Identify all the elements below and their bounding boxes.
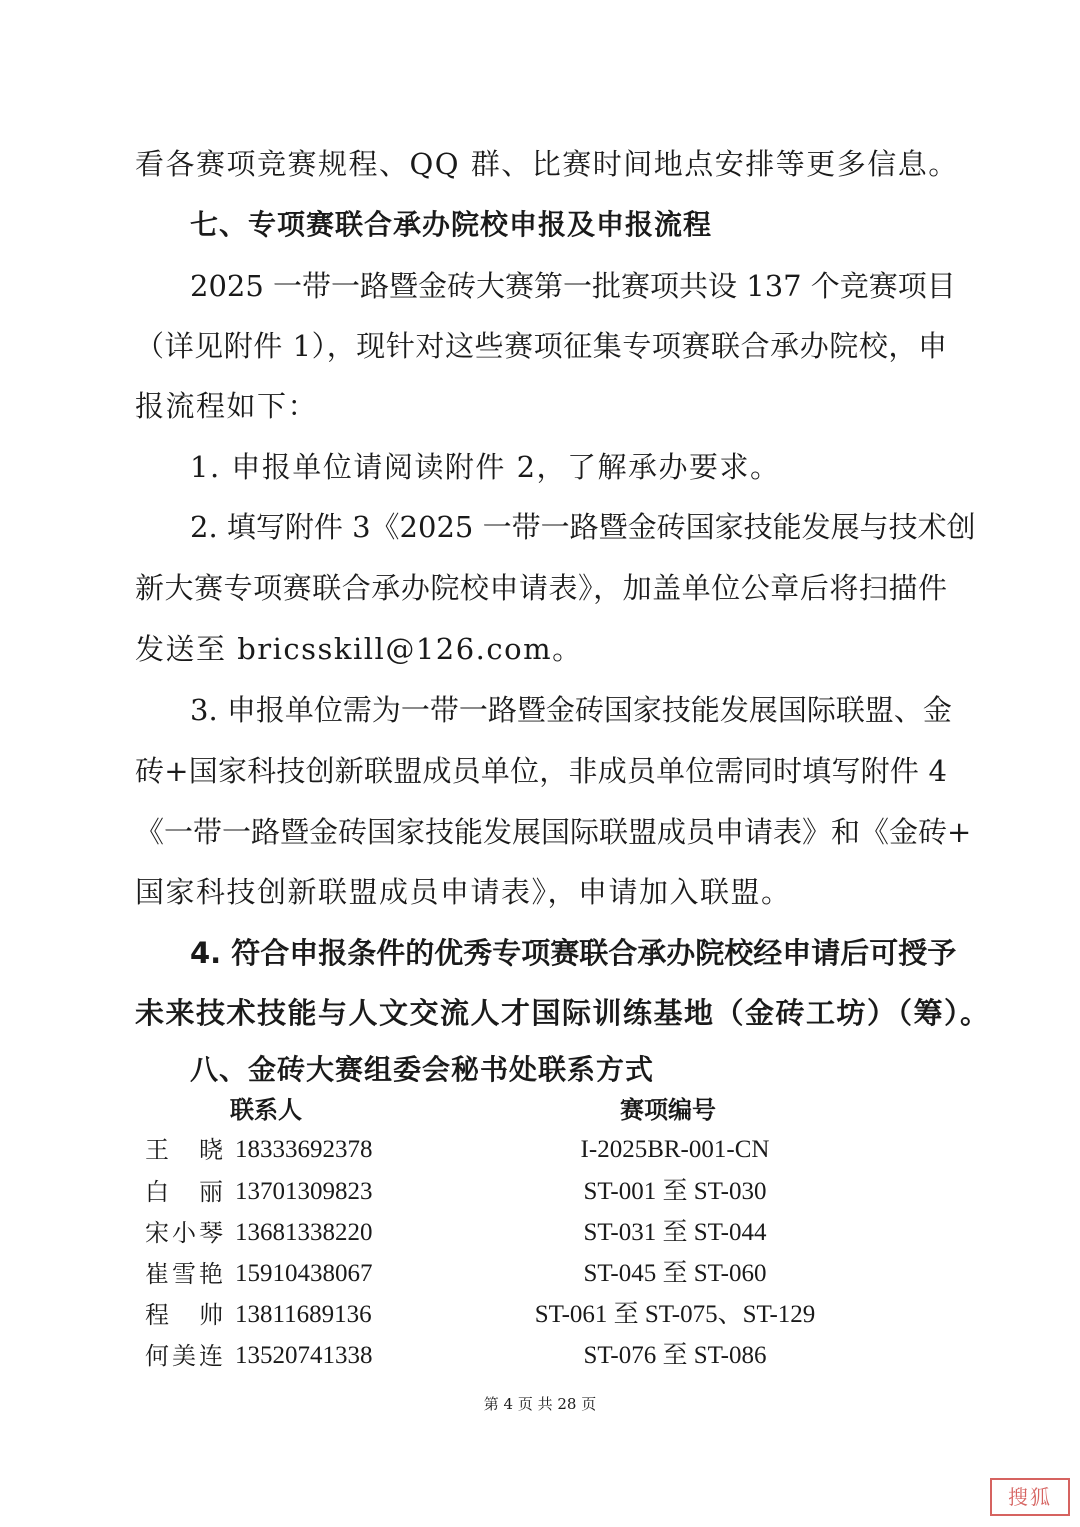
step-4-line-1: 4. 符合申报条件的优秀专项赛联合承办院校经申请后可授予 <box>190 936 957 970</box>
contact-name: 王晓 <box>145 1136 223 1164</box>
section7-heading: 七、专项赛联合承办院校申报及申报流程 <box>190 208 713 241</box>
step-3-line-2: 砖+国家科技创新联盟成员单位，非成员单位需同时填写附件 4 <box>135 754 947 788</box>
contact-row <box>145 1299 845 1331</box>
contact-name: 何美连 <box>145 1342 223 1370</box>
contact-phone: 18333692378 <box>235 1136 373 1163</box>
contact-phone: 13681338220 <box>235 1219 373 1246</box>
contact-name: 宋小琴 <box>145 1219 223 1247</box>
contact-row <box>145 1176 845 1208</box>
section8-heading: 八、金砖大赛组委会秘书处联系方式 <box>190 1053 655 1086</box>
step-2-line-3: 发送至 bricsskill@126.com。 <box>135 632 583 666</box>
event-range: ST-031 至 ST-044 <box>583 1219 767 1246</box>
step-3-line-1: 3. 申报单位需为一带一路暨金砖国家技能发展国际联盟、金 <box>190 693 952 727</box>
contact-row <box>145 1258 845 1290</box>
contact-phone: 15910438067 <box>235 1260 373 1287</box>
contact-name: 白丽 <box>145 1178 223 1206</box>
contact-name: 崔雪艳 <box>145 1260 223 1288</box>
contact-column-header: 联系人 <box>230 1096 302 1124</box>
step-2-line-1: 2. 填写附件 3《2025 一带一路暨金砖国家技能发展与技术创 <box>190 510 976 544</box>
contact-phone: 13811689136 <box>235 1301 372 1328</box>
paragraph-tail: 看各赛项竞赛规程、QQ 群、比赛时间地点安排等更多信息。 <box>135 147 959 181</box>
contact-row <box>145 1217 845 1249</box>
event-range: ST-045 至 ST-060 <box>583 1260 767 1287</box>
section7-intro-line-1: 2025 一带一路暨金砖大赛第一批赛项共设 137 个竞赛项目 <box>190 269 956 303</box>
step-3-line-4: 国家科技创新联盟成员申请表》，申请加入联盟。 <box>135 875 792 909</box>
section7-intro-line-3: 报流程如下： <box>135 389 319 423</box>
contact-row <box>145 1134 845 1166</box>
event-range: ST-001 至 ST-030 <box>583 1178 767 1205</box>
contact-name: 程帅 <box>145 1301 223 1329</box>
event-range: ST-076 至 ST-086 <box>583 1342 767 1369</box>
section7-intro-line-2: （详见附件 1），现针对这些赛项征集专项赛联合承办院校，申 <box>135 329 947 363</box>
event-column-header: 赛项编号 <box>620 1096 716 1124</box>
step-1-line-1: 1. 申报单位请阅读附件 2，了解承办要求。 <box>190 450 781 484</box>
event-range: ST-061 至 ST-075、ST-129 <box>534 1301 816 1328</box>
step-4-line-2: 未来技术技能与人文交流人才国际训练基地（金砖工坊）（筹）。 <box>135 996 991 1030</box>
contact-phone: 13520741338 <box>235 1342 373 1369</box>
contact-phone: 13701309823 <box>235 1178 373 1205</box>
event-range: I-2025BR-001-CN <box>580 1136 770 1163</box>
contact-row <box>145 1340 845 1372</box>
watermark-stamp: 搜狐 <box>990 1478 1070 1516</box>
step-3-line-3: 《一带一路暨金砖国家技能发展国际联盟成员申请表》和《金砖+ <box>135 815 972 849</box>
page-number: 第 4 页 共 28 页 <box>483 1395 597 1413</box>
step-2-line-2: 新大赛专项赛联合承办院校申请表》，加盖单位公章后将扫描件 <box>135 571 947 605</box>
